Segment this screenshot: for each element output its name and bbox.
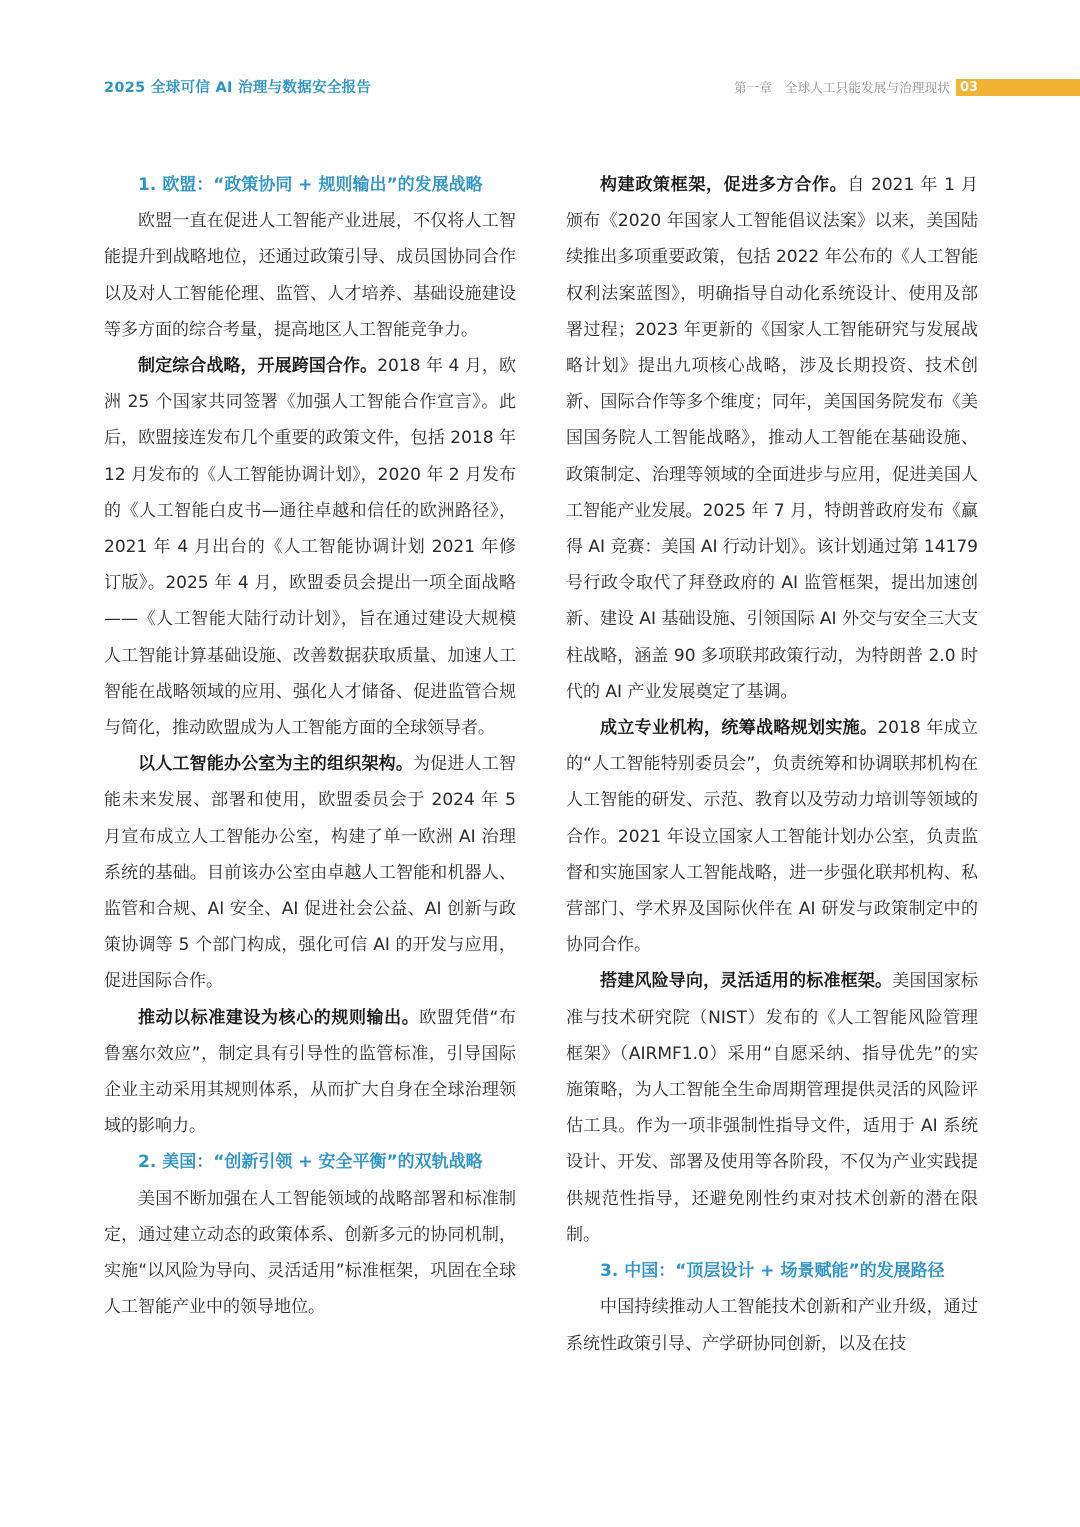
paragraph-body: 为促进人工智能未来发展、部署和使用，欧盟委员会于 2024 年 5 月宣布成立人工智能办公室，构建了单一欧洲 AI 治理系统的基础。目前该办公室由卓越人工智能和机器人、监管和合规、AI 安全、AI 促进社会公益、AI 创新与政策协调等 5 个部门构成，强化可信 AI 的开发与应用，促进国际合作。 bbox=[104, 754, 516, 992]
paragraph bbox=[566, 167, 978, 710]
paragraph: 美国不断加强在人工智能领域的战略部署和标准制定，通过建立动态的政策体系、创新多元的协同机制，实施“以风险为导向、灵活适用”标准框架，巩固在全球人工智能产业中的领导地位。 bbox=[104, 1188, 516, 1318]
paragraph: 中国持续推动人工智能技术创新和产业升级，通过系统性政策引导、产学研协同创新，以及在技 bbox=[566, 1297, 978, 1354]
paragraph bbox=[104, 348, 516, 746]
left-column bbox=[104, 167, 516, 1326]
paragraph: 欧盟一直在促进人工智能产业进展，不仅将人工智能提升到战略地位，还通过政策引导、成员国协同合作以及对人工智能伦理、监管、人才培养、基础设施建设等多方面的综合考量，提高地区人工智能竞争力。 bbox=[104, 211, 516, 340]
paragraph-lead: 搭建风险导向，灵活适用的标准框架。 bbox=[600, 971, 893, 992]
paragraph bbox=[104, 1000, 516, 1145]
section-heading-eu: 1. 欧盟：“政策协同 + 规则输出”的发展战略 bbox=[138, 175, 483, 195]
section-heading-china: 3. 中国：“顶层设计 + 场景赋能”的发展路径 bbox=[600, 1261, 945, 1282]
chapter-title: 第一章 全球人工只能发展与治理现状 bbox=[734, 80, 950, 95]
paragraph-lead: 成立专业机构，统筹战略规划实施。 bbox=[600, 718, 878, 739]
running-header bbox=[734, 78, 1080, 96]
paragraph-body: 2018 年成立的“人工智能特别委员会”，负责统筹和协调联邦机构在人工智能的研发、示范、教育以及劳动力培训等领域的合作。2021 年设立国家人工智能计划办公室，负责监督和实施国家人工智能战略，进一步强化联邦机构、私营部门、学术界及国际伙伴在 AI 研发与政策制定中的协同合作。 bbox=[566, 718, 978, 956]
right-column bbox=[566, 167, 978, 1362]
paragraph bbox=[566, 963, 978, 1253]
paragraph-body: 美国国家标准与技术研究院（NIST）发布的《人工智能风险管理框架》（AIRMF1.0）采用“自愿采纳、指导优先”的实施策略，为人工智能全生命周期管理提供灵活的风险评估工具。作为一项非强制性指导文件，适用于 AI 系统设计、开发、部署及使用等各阶段，不仅为产业实践提供规范性指导，还避免刚性约束对技术创新的潜在限制。 bbox=[566, 971, 979, 1245]
paragraph-body: 欧盟凭借“布鲁塞尔效应”，制定具有引导性的监管标准，引导国际企业主动采用其规则体系，从而扩大自身在全球治理领域的影响力。 bbox=[104, 1007, 517, 1137]
page-number: 03 bbox=[956, 79, 1080, 96]
section-heading-us: 2. 美国：“创新引领 + 安全平衡”的双轨战略 bbox=[138, 1152, 483, 1173]
paragraph-body: 自 2021 年 1 月颁布《2020 年国家人工智能倡议法案》以来，美国陆续推出多项重要政策，包括 2022 年公布的《人工智能权利法案蓝图》，明确指导自动化系统设计、使用及部署过程；2023 年更新的《国家人工智能研究与发展战略计划》提出九项核心战略，涉及长期投资、技术创新、国际合作等多个维度；同年，美国国务院发布《美国国务院人工智能战略》，推动人工智能在基础设施、政策制定、治理等领域的全面进步与应用，促进美国人工智能产业发展。2025 年 7 月，特朗普政府发布《赢得 AI 竞赛：美国 AI 行动计划》。该计划通过第 14179 号行政令取代了拜登政府的 AI 监管框架，提出加速创新、建设 AI 基础设施、引领国际 AI 外交与安全三大支柱战略，涵盖 90 多项联邦政策行动，为特朗普 2.0 时代的 AI 产业发展奠定了基调。 bbox=[566, 175, 978, 702]
paragraph-lead: 以人工智能办公室为主的组织架构。 bbox=[138, 754, 414, 775]
paragraph-lead: 推动以标准建设为核心的规则输出。 bbox=[138, 1007, 420, 1028]
paragraph-lead: 制定综合战略，开展跨国合作。 bbox=[138, 356, 378, 377]
paragraph bbox=[104, 746, 516, 999]
paragraph-body: 2018 年 4 月，欧洲 25 个国家共同签署《加强人工智能合作宣言》。此后，欧盟接连发布几个重要的政策文件，包括 2018 年 12 月发布的《人工智能协调计划》，2020 年 2 月发布的《人工智能白皮书—通往卓越和信任的欧洲路径》，2021 年 4 月出台的《人工智能协调计划 2021 年修订版》。2025 年 4 月，欧盟委员会提出一项全面战略——《人工智能大陆行动计划》，旨在通过建设大规模人工智能计算基础设施、改善数据获取质量、加速人工智能在战略领域的应用、强化人才储备、促进监管合规与简化，推动欧盟成为人工智能方面的全球领导者。 bbox=[104, 356, 517, 739]
report-title: 2025 全球可信 AI 治理与数据安全报告 bbox=[104, 80, 372, 96]
paragraph bbox=[566, 710, 978, 963]
paragraph-lead: 构建政策框架，促进多方合作。 bbox=[600, 175, 848, 195]
